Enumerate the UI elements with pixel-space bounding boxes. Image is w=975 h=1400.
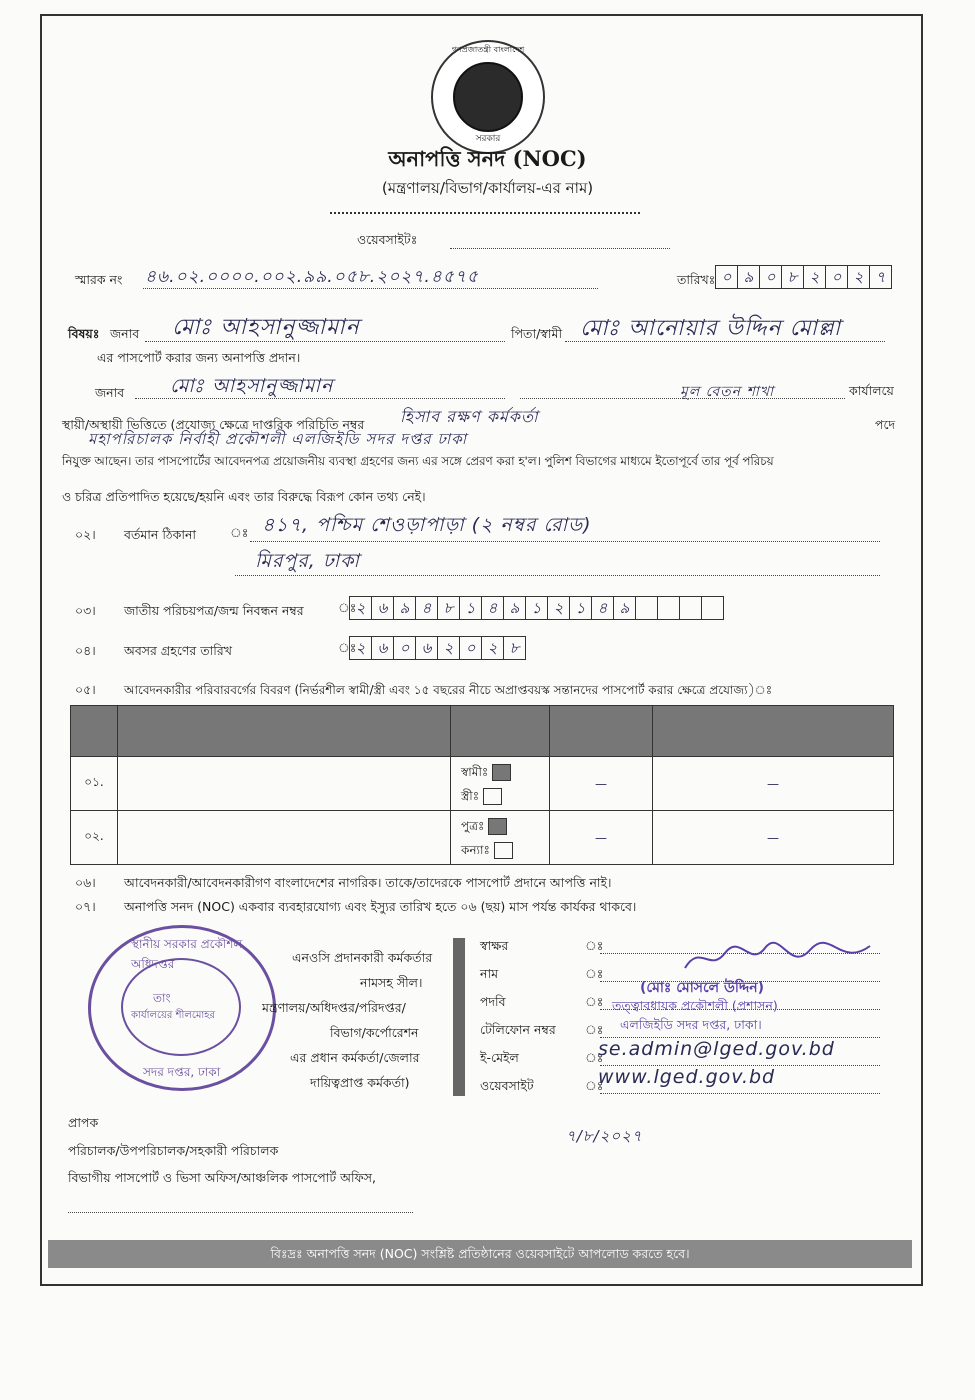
signature-label: স্বাক্ষর (480, 938, 509, 953)
stamp-bottom-text: সদর দপ্তর, ঢাকা (143, 1065, 221, 1079)
nid-digit-box (657, 596, 680, 620)
body-office: মূল বেতন শাখা (680, 384, 775, 400)
nid-digit-box (635, 596, 658, 620)
body-name-line (135, 398, 505, 399)
post-label: পদবি (480, 994, 506, 1009)
retirement-digit-box: ২ (349, 636, 372, 660)
vertical-divider (453, 938, 465, 1096)
date-digit-box: ২ (847, 265, 870, 289)
son-checkbox[interactable] (488, 818, 507, 835)
family-table (70, 705, 894, 865)
item-06-no: ০৬। (75, 875, 96, 890)
name-label: নাম (480, 966, 499, 981)
recipient-line2: বিভাগীয় পাসপোর্ট ও ভিসা অফিস/আঞ্চলিক পাসপোর্ট অফিস, (68, 1170, 376, 1185)
officer-post: তত্ত্বাবধায়ক প্রকৌশলী (প্রশাসন) (612, 998, 778, 1013)
nid-digit-box: ৯ (613, 596, 636, 620)
retirement-digit-box: ০ (459, 636, 482, 660)
date-digit-box: ০ (825, 265, 848, 289)
officer-label-5: এর প্রধান কর্মকর্তা/জেলার (290, 1050, 420, 1065)
nid-digit-box: ৮ (437, 596, 460, 620)
stamp-top-text: স্থানীয় সরকার প্রকৌশল অধিদপ্তর (131, 937, 243, 971)
nid-digit-box: ১ (525, 596, 548, 620)
table-row (71, 757, 894, 811)
phone-label: টেলিফোন নম্বর (480, 1022, 556, 1037)
memo-label: স্মারক নং (75, 272, 123, 287)
spouse-checkbox[interactable] (492, 764, 511, 781)
colon: ঃ (585, 966, 604, 981)
seal-bottom-text: সরকার (475, 134, 501, 144)
subject-name: মোঃ আহসানুজ্জামান (172, 315, 360, 340)
signature-scribble (680, 938, 880, 978)
body-name: মোঃ আহসানুজ্জামান (170, 375, 334, 397)
office-label: কার্যালয়ে (849, 383, 894, 398)
body-line1-suffix: পদে (875, 417, 896, 432)
body-line3: নিযুক্ত আছেন। তার পাসপোর্টের আবেদনপত্র প্রয়োজনীয় ব্যবস্থা গ্রহণের জন্য এর সঙ্গে প্রেরণ করা হ'ল। পুলিশ বিভাগের মাধ্যমে ইতোপূর্বে তার পূর্ব পরিচয় (62, 454, 774, 468)
retirement-boxes (350, 636, 526, 660)
colon: ঃ (585, 938, 604, 953)
stamp-date-label: তাং (153, 991, 171, 1005)
nid-boxes (350, 596, 724, 620)
nid-digit-box: ৪ (591, 596, 614, 620)
father-name: মোঃ আনোয়ার উদ্দিন মোল্লা (580, 316, 842, 341)
row-dash: — (653, 811, 894, 865)
date-digit-box: ০ (759, 265, 782, 289)
website-field-label: ওয়েবসাইট (480, 1078, 534, 1093)
wife-checkbox[interactable] (483, 788, 502, 805)
retirement-digit-box: ২ (481, 636, 504, 660)
officer-label-1: এনওসি প্রদানকারী কর্মকর্তার (292, 950, 433, 965)
nid-digit-box: ৯ (503, 596, 526, 620)
option-daughter-label: কন্যাঃ (461, 842, 490, 857)
subject-label: বিষয়ঃ (68, 326, 100, 341)
father-name-line (565, 341, 885, 342)
note-validity: অনাপত্তি সনদ (NOC) একবার ব্যবহারযোগ্য এবং ইস্যুর তারিখ হতে ০৬ (ছয়) মাস পর্যন্ত কার্যকর থাকবে। (124, 899, 637, 914)
colon: ঃ (585, 1078, 604, 1093)
recipient-line (68, 1212, 413, 1213)
website-line (450, 248, 670, 249)
subject-name-line (145, 341, 505, 342)
address-colon: ঃ (230, 525, 249, 540)
nid-digit-box: ৯ (393, 596, 416, 620)
item-07-no: ০৭। (75, 899, 96, 914)
footer-note: বিঃদ্রঃ অনাপত্তি সনদ (NOC) সংশ্লিষ্ট প্রতিষ্ঠানের ওয়েবসাইটে আপলোড করতে হবে। (48, 1240, 912, 1268)
address-line2: মিরপুর, ঢাকা (255, 550, 360, 572)
retirement-digit-box: ২ (437, 636, 460, 660)
body-line1-prefix: স্থায়ী/অস্থায়ী ভিত্তিতে (প্রযোজ্য ক্ষেত্রে দাপ্তরিক পরিচিতি নম্বর (62, 417, 365, 432)
office-line (520, 398, 845, 399)
officer-label-2: নামসহ সীল। (360, 975, 423, 990)
row-no: ০১. (71, 757, 118, 811)
document-title: অনাপত্তি সনদ (NOC) (388, 146, 587, 171)
memo-line (143, 288, 598, 289)
note-citizen: আবেদনকারী/আবেদনকারীগণ বাংলাদেশের নাগরিক। তাকে/তাদেরকে পাসপোর্ট প্রদানে আপত্তি নাই। (124, 875, 612, 890)
office-stamp (88, 925, 276, 1091)
body-line4: ও চরিত্র প্রতিপাদিত হয়েছে/হয়নি এবং তার বিরুদ্ধে বিরূপ কোন তথ্য নেই। (62, 489, 426, 504)
table-row (71, 811, 894, 865)
officer-office: এলজিইডি সদর দপ্তর, ঢাকা। (620, 1017, 762, 1032)
seal-top-text: গণপ্রজাতন্ত্রী বাংলাদেশ (451, 45, 525, 54)
nid-label: জাতীয় পরিচয়পত্র/জন্ম নিবন্ধন নম্বর (124, 603, 304, 618)
item-02-no: ০২। (75, 527, 96, 542)
family-label: আবেদনকারীর পরিবারবর্গের বিবরণ (নির্ভরশীল স্বামী/স্ত্রী এবং ১৫ বছরের নীচে অপ্রাপ্তবয়স্ক সন্তানদের পাসপোর্ট করার ক্ষেত্রে প্রযোজ্য)ঃ (124, 683, 773, 697)
recipient-title: প্রাপক (68, 1115, 99, 1130)
address-label: বর্তমান ঠিকানা (124, 527, 197, 542)
nid-digit-box: ১ (569, 596, 592, 620)
nid-colon: ঃ (338, 600, 357, 615)
nid-digit-box: ৬ (371, 596, 394, 620)
date-label: তারিখঃ (677, 272, 716, 287)
option-son-label: পুত্রঃ (461, 818, 485, 833)
seal-emblem-icon (453, 62, 523, 132)
item-05-no: ০৫। (75, 682, 96, 697)
body-line2-office: মহাপরিচালক নির্বাহী প্রকৌশলী এলজিইডি সদর দপ্তর ঢাকা (88, 430, 468, 448)
date-digit-box: ২ (803, 265, 826, 289)
stamp-mid-text: কার্যালয়ের শীলমোহর (131, 1010, 216, 1021)
retirement-digit-box: ৬ (415, 636, 438, 660)
date-digit-box: ০ (715, 265, 738, 289)
nid-digit-box (701, 596, 724, 620)
item-03-no: ০৩। (75, 603, 96, 618)
colon: ঃ (585, 1022, 604, 1037)
nid-digit-box: ১ (459, 596, 482, 620)
retirement-digit-box: ০ (393, 636, 416, 660)
row-dash: — (550, 757, 653, 811)
option-spouse-label: স্বামীঃ (461, 764, 489, 779)
subject-mr-label: জনাব (110, 326, 140, 341)
date-digit-box: ৭ (869, 265, 892, 289)
colon: ঃ (585, 994, 604, 1009)
address-line2-rule (235, 575, 880, 576)
memo-value: ৪৬.০২.০০০০.০০২.৯৯.০৫৮.২০২৭.৪৫৭৫ (145, 267, 479, 287)
ministry-name-line (330, 212, 640, 214)
body-mr-label: জনাব (95, 385, 125, 400)
colon: ঃ (585, 1050, 604, 1065)
website-label: ওয়েবসাইটঃ (357, 232, 418, 247)
nid-digit-box: ৪ (481, 596, 504, 620)
row-dash: — (653, 757, 894, 811)
nid-digit-box: ২ (349, 596, 372, 620)
recipient-line1: পরিচালক/উপপরিচালক/সহকারী পরিচালক (68, 1143, 279, 1158)
officer-label-6: দায়িত্বপ্রাপ্ত কর্মকর্তা) (310, 1075, 410, 1090)
document-subtitle: (মন্ত্রণালয়/বিভাগ/কার্যালয়-এর নাম) (381, 179, 594, 197)
date-boxes (716, 265, 892, 289)
officer-name: (মোঃ মোসলে উদ্দিন) (640, 980, 764, 996)
body-line1-designation: হিসাব রক্ষণ কর্মকর্তা (400, 407, 539, 426)
date-digit-box: ৯ (737, 265, 760, 289)
government-seal (431, 40, 545, 154)
family-table-header (71, 706, 894, 757)
nid-digit-box: ২ (547, 596, 570, 620)
email-label: ই-মেইল (480, 1050, 519, 1065)
signature-date: ৭/৮/২০২৭ (566, 1127, 643, 1145)
web-line (600, 1093, 880, 1094)
daughter-checkbox[interactable] (494, 842, 513, 859)
father-label: পিতা/স্বামী (511, 326, 563, 341)
date-digit-box: ৮ (781, 265, 804, 289)
officer-label-4: বিভাগ/কর্পোরেশন (330, 1025, 419, 1040)
option-wife-label: স্ত্রীঃ (461, 788, 480, 803)
address-line1: ৪১৭, পশ্চিম শেওড়াপাড়া (২ নম্বর রোড) (262, 514, 592, 536)
nid-digit-box (679, 596, 702, 620)
item-04-no: ০৪। (75, 643, 96, 658)
retirement-digit-box: ৬ (371, 636, 394, 660)
row-dash: — (550, 811, 653, 865)
subject-line2: এর পাসপোর্ট করার জন্য অনাপত্তি প্রদান। (97, 350, 301, 365)
retirement-label: অবসর গ্রহণের তারিখ (124, 643, 232, 658)
row-no: ০২. (71, 811, 118, 865)
address-line1-rule (250, 541, 880, 542)
officer-email: se.admin@lged.gov.bd (598, 1038, 835, 1060)
retirement-colon: ঃ (338, 640, 357, 655)
officer-label-3: মন্ত্রণালয়/অধিদপ্তর/পরিদপ্তর/ (262, 1000, 406, 1015)
officer-website: www.lged.gov.bd (598, 1066, 776, 1088)
retirement-digit-box: ৮ (503, 636, 526, 660)
nid-digit-box: ৪ (415, 596, 438, 620)
